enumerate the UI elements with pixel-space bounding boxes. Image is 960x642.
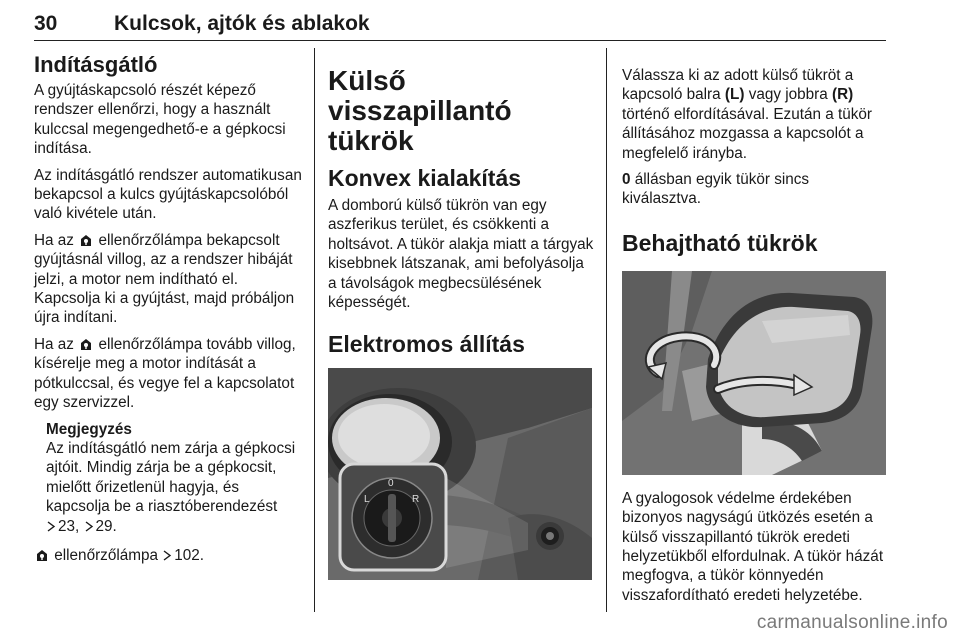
folding-mirror-illustration	[622, 271, 886, 475]
paragraph: Az indításgátló rendszer automatikusan bekapcsol a kulcs gyújtáskapcsolóból való kivétele után.	[34, 166, 302, 223]
column-divider	[314, 48, 315, 612]
paragraph: Ha az ellenőrzőlámpa bekapcsolt gyújtásnál villog, az a rendszer hibáját jelzi, a motor nem indítható el. Kapcsolja ki a gyújtást, majd próbáljon újra indítani.	[34, 231, 295, 327]
figure-mirror-switch	[328, 368, 592, 580]
subsection-title-electric: Elektromos állítás	[328, 331, 525, 358]
column-divider	[606, 48, 607, 612]
paragraph: Ha az ellenőrzőlámpa tovább villog, kísérelje meg a motor indítását a pótkulccsal, és vegye fel a kapcsolatot egy szervizzel.	[34, 335, 296, 412]
section-title-immobilizer: Indításgátló	[34, 52, 158, 77]
page-header	[34, 8, 886, 41]
paragraph: Válassza ki az adott külső tükröt a kapcsoló balra (L) vagy jobbra (R) történő elfordításával. Ezután a tükör állításához mozgassa a kapcsolót a megfelelő irányba.	[622, 67, 872, 162]
paragraph: ellenőrzőlámpa 102.	[34, 546, 302, 565]
switch-label-l: L	[364, 494, 370, 506]
page-ref-arrow-icon	[84, 521, 94, 532]
page-reference-link[interactable]: 102.	[174, 546, 205, 564]
section-title-mirrors: Külső visszapillantó tükrök	[328, 65, 512, 156]
page-ref-arrow-icon	[46, 521, 56, 532]
key-warning-icon	[79, 234, 93, 247]
paragraph: A domború külső tükrön van egy aszferikus terület, és csökkenti a holtsávot. A tükör alakja miatt a tárgyak kisebbnek látszanak, ami befolyásolja a távolságok megbecsülésének képességét.	[328, 197, 594, 312]
switch-label-0: 0	[388, 478, 394, 490]
page-reference-link[interactable]: 23,	[58, 517, 80, 535]
page-reference-link[interactable]: 29.	[95, 517, 117, 535]
key-warning-icon	[79, 338, 93, 351]
paragraph: A gyalogosok védelme érdekében bizonyos nagyságú ütközés esetén a külső visszapillantó tükrök eredeti helyzetükből elfordulnak. A tükör házát megfogva, a tükör könnyedén visszafordítható eredeti helyzetébe.	[622, 489, 884, 604]
mirror-switch-illustration	[328, 368, 592, 580]
switch-label-r: R	[412, 494, 420, 506]
page-ref-arrow-icon	[162, 550, 172, 561]
subsection-title-convex: Konvex kialakítás	[328, 165, 522, 191]
column-immobilizer	[34, 52, 302, 572]
note-title: Megjegyzés	[46, 420, 132, 438]
key-warning-icon	[35, 549, 49, 562]
watermark: carmanualsonline.info	[756, 612, 948, 633]
note-text: Az indításgátló nem zárja a gépkocsi ajtóit. Mindig zárja be a gépkocsit, mielőtt őrizetlenül hagyja, és kapcsolja be a riasztóberendezést 23, 29.	[46, 439, 296, 535]
page-number: 30	[34, 12, 58, 35]
paragraph: 0 állásban egyik tükör sincs kiválasztva.	[622, 171, 810, 208]
column-mirror-control	[622, 52, 890, 612]
column-mirrors	[328, 52, 594, 580]
figure-folding-mirror	[622, 271, 886, 475]
chapter-title: Kulcsok, ajtók és ablakok	[114, 12, 370, 35]
paragraph: A gyújtáskapcsoló részét képező rendszer ellenőrzi, hogy a használt kulccsal megengedhető-e a gépkocsi indítása.	[34, 82, 286, 158]
note-box	[46, 420, 302, 536]
subsection-title-folding: Behajtható tükrök	[622, 229, 818, 256]
